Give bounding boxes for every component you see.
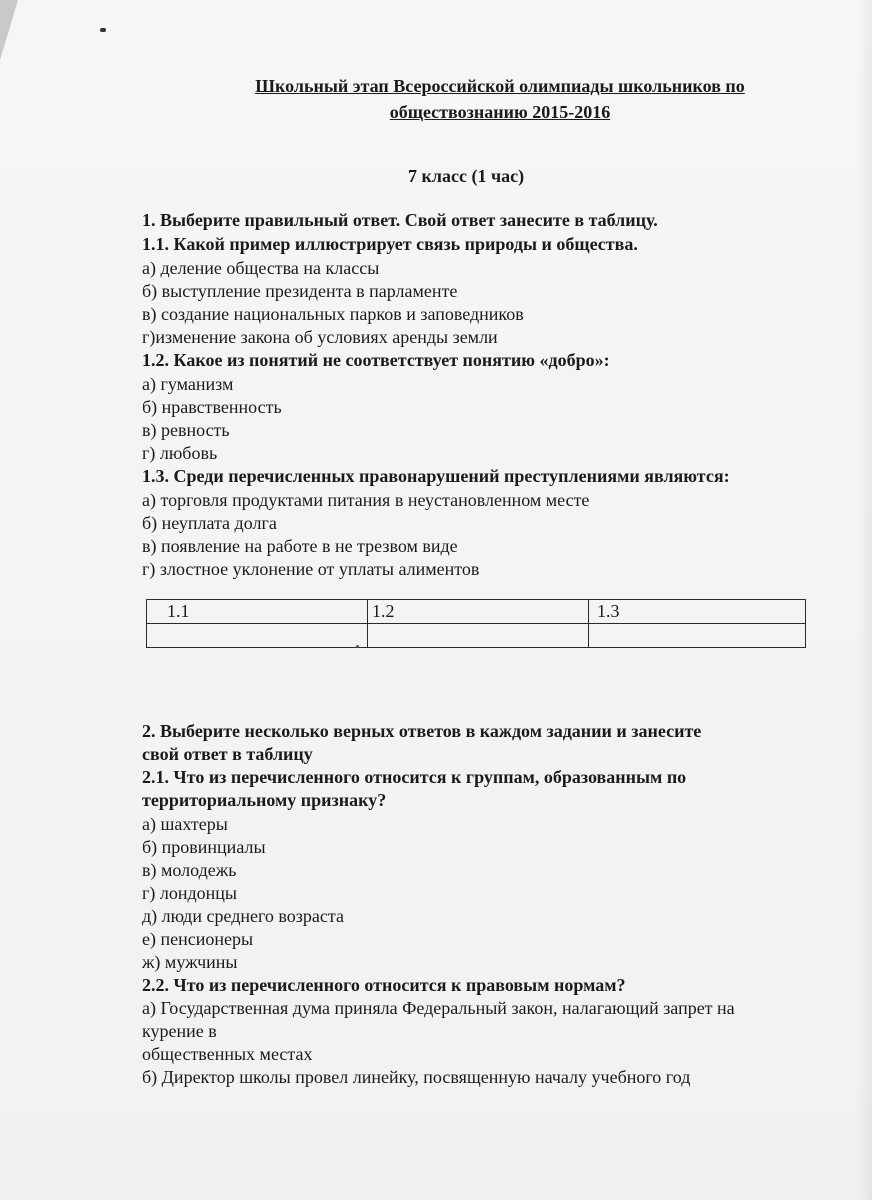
- option-1-3-d: г) злостное уклонение от уплаты алиментов: [142, 559, 480, 579]
- answer-table-answer-row: [147, 624, 806, 648]
- option-1-2-b: б) нравственность: [142, 397, 282, 417]
- option-2-1-b: б) провинциалы: [142, 837, 266, 857]
- option-2-1-d: г) лондонцы: [142, 883, 238, 903]
- scan-dot: [356, 645, 359, 648]
- question-2-2: 2.2. Что из перечисленного относится к правовым нормам?: [142, 975, 626, 995]
- option-2-1-c: в) молодежь: [142, 860, 237, 880]
- answer-cell-1-1[interactable]: [147, 624, 368, 648]
- question-1-3: 1.3. Среди перечисленных правонарушений преступлениями являются:: [142, 466, 730, 486]
- question-2-1-line-1: 2.1. Что из перечисленного относится к группам, образованным по: [142, 767, 687, 787]
- answer-cell-1-2[interactable]: [368, 624, 589, 648]
- option-2-2-a-line-3: общественных местах: [142, 1044, 313, 1064]
- option-2-1-f: е) пенсионеры: [142, 929, 254, 949]
- option-1-1-d: г)изменение закона об условиях аренды земли: [142, 327, 498, 347]
- document-title: [220, 73, 780, 125]
- answer-table-header-cell: 1.2: [368, 600, 589, 624]
- option-2-2-b: б) Директор школы провел линейку, посвященную началу учебного год: [142, 1067, 691, 1087]
- answer-table-header-cell: 1.3: [589, 600, 806, 624]
- task2-heading-line-1: 2. Выберите несколько верных ответов в каждом задании и занесите: [142, 721, 702, 741]
- option-1-3-b: б) неуплата долга: [142, 513, 277, 533]
- option-1-3-c: в) появление на работе в не трезвом виде: [142, 536, 458, 556]
- option-1-1-a: а) деление общества на классы: [142, 258, 380, 278]
- answer-table-1: [146, 599, 806, 648]
- option-2-2-a-line-2: курение в: [142, 1021, 217, 1041]
- answer-cell-1-3[interactable]: [589, 624, 806, 648]
- title-line-2: обществознанию 2015-2016: [389, 102, 611, 122]
- scan-mark: [100, 28, 106, 32]
- grade-heading: 7 класс (1 час): [408, 166, 525, 186]
- answer-table-header-cell: 1.1: [147, 600, 368, 624]
- option-2-1-g: ж) мужчины: [142, 952, 238, 972]
- option-1-1-c: в) создание национальных парков и заповедников: [142, 304, 524, 324]
- option-1-1-b: б) выступление президента в парламенте: [142, 281, 458, 301]
- option-2-1-a: а) шахтеры: [142, 814, 228, 834]
- option-1-2-a: а) гуманизм: [142, 374, 234, 394]
- option-2-2-a-line-1: а) Государственная дума приняла Федеральный закон, налагающий запрет на: [142, 998, 735, 1018]
- page-edge-shadow: [858, 0, 872, 1200]
- task1-heading: 1. Выберите правильный ответ. Свой ответ занесите в таблицу.: [142, 210, 658, 230]
- answer-table-header-row: [147, 600, 806, 624]
- question-2-1-line-2: территориальному признаку?: [142, 790, 387, 810]
- option-2-1-e: д) люди среднего возраста: [142, 906, 344, 926]
- page-corner-shadow: [0, 0, 18, 60]
- option-1-2-d: г) любовь: [142, 443, 218, 463]
- question-1-1: 1.1. Какой пример иллюстрирует связь природы и общества.: [142, 234, 638, 254]
- title-line-1: Школьный этап Всероссийской олимпиады школьников по: [255, 76, 745, 96]
- question-1-2: 1.2. Какое из понятий не соответствует понятию «добро»:: [142, 350, 610, 370]
- task2-heading-line-2: свой ответ в таблицу: [142, 744, 313, 764]
- option-1-3-a: а) торговля продуктами питания в неустановленном месте: [142, 490, 590, 510]
- option-1-2-c: в) ревность: [142, 420, 230, 440]
